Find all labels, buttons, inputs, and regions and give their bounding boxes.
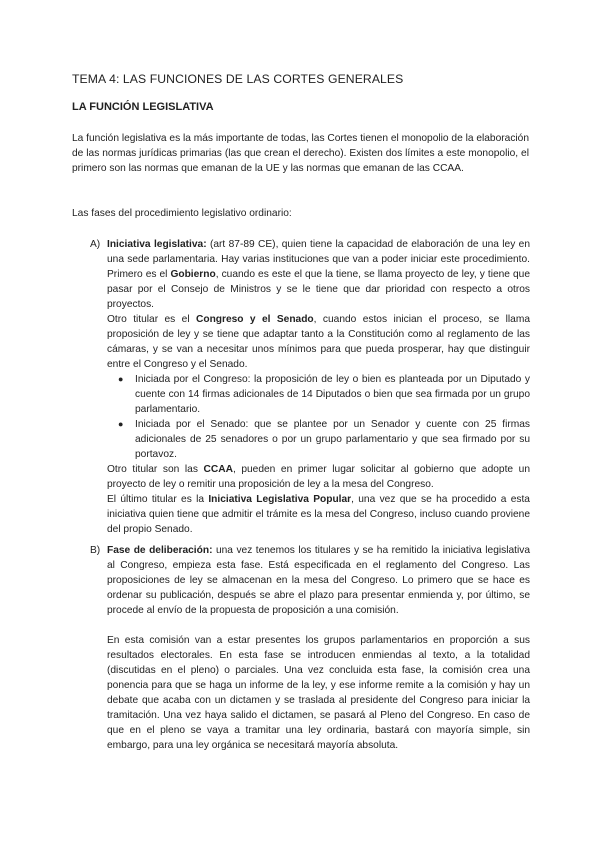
page-title: TEMA 4: LAS FUNCIONES DE LAS CORTES GENERALES [72, 72, 404, 86]
section-a-heading: Iniciativa legislativa: [107, 239, 207, 250]
gobierno-term: Gobierno [170, 269, 216, 280]
p4-start: El último titular es la [107, 494, 209, 505]
list-item [107, 417, 530, 462]
bullet-icon: ● [118, 419, 124, 429]
section-a-paragraph-2 [107, 312, 530, 372]
ilp-term: Iniciativa Legislativa Popular [208, 494, 352, 505]
section-b-text: una vez tenemos los titulares y se ha remitido la iniciativa legislativa al Congreso, empieza esta fase. Está especificada en el reglamento del Congreso. Las proposiciones de ley se almacenan en la mesa del Congreso. Lo primero que se hace es ordenar su publicación, después se abre el plazo para presentar enmienda y, por último, se procede al envío de la propuesta de proposición a una comisión. [107, 545, 530, 616]
p4-end: , una vez que se ha procedido a esta iniciativa quien tiene que admitir el trámite es la mesa del Congreso, incluso cuando proviene del propio Senado. [107, 494, 530, 535]
bullet-list [107, 372, 530, 462]
section-a-paragraph-4 [107, 492, 530, 537]
bullet-icon: ● [118, 374, 124, 384]
section-a-text: (art 87-89 CE), quien tiene la capacidad de elaboración de una ley en una sede parlamentaria. Hay varias instituciones que van a poder iniciar este procedimiento. Primero es el [107, 239, 531, 280]
section-b-content [107, 543, 530, 753]
ccaa-term: CCAA [203, 464, 233, 475]
section-a-paragraph-1 [107, 237, 530, 312]
section-a-marker: A) [90, 239, 101, 250]
section-b-heading: Fase de deliberación: [107, 545, 213, 556]
section-a-content [107, 237, 530, 537]
p2-start: Otro titular es el [107, 314, 196, 325]
bullet-text: Iniciada por el Congreso: la proposición de ley o bien es planteada por un Diputado y cuente con 14 firmas adicionales de 14 Diputados o bien que sea firmada por un grupo parlamentario. [135, 374, 530, 415]
p3-end: , pueden en primer lugar solicitar al gobierno que adopte un proyecto de ley o remitir una proposición de ley a la mesa del Congreso. [107, 464, 530, 490]
intro-paragraph: La función legislativa es la más importante de todas, las Cortes tienen el monopolio de la elaboración de las normas jurídicas primarias (las que crean el derecho). Existen dos límites a este monopolio, el primero son las normas que emanan de la UE y las normas que emanan de las CCAA. [72, 133, 530, 174]
p3-start: Otro titular son las [107, 464, 204, 475]
section-b-paragraph-2: En esta comisión van a estar presentes los grupos parlamentarios en proporción a sus resultados electorales. En esta fase se introducen enmiendas al texto, a la totalidad (discutidas en el pleno) o parciales. Una vez concluida esta fase, la comisión crea una ponencia para que se haga un informe de la ley, y ese informe remite a la comisión y hay un debate que acaba con un dictamen y se traslada al presidente del Congreso para iniciar la tramitación. Una vez haya salido el dictamen, se pasará al Pleno del Congreso. En caso de que en el pleno se vaya a tramitar una ley ordinaria, bastará con mayoría simple, sin embargo, para una ley orgánica se necesitará mayoría absoluta. [107, 635, 530, 751]
section-b-paragraph-1 [107, 543, 530, 618]
bullet-text: Iniciada por el Senado: que se plantee por un Senador y cuente con 25 firmas adicionales de 25 senadores o por un grupo parlamentario y que sea firmado por su portavoz. [135, 419, 530, 460]
phases-intro: Las fases del procedimiento legislativo ordinario: [72, 208, 292, 219]
section-b [90, 543, 530, 753]
section-b-marker: B) [90, 545, 101, 556]
section-a [90, 237, 530, 537]
list-item [107, 372, 530, 417]
p2-end: , cuando estos inician el proceso, se llama proposición de ley y se tiene que adaptar tanto a la Constitución como al reglamento de las cámaras, y se van a necesitar unos mínimos para que pueda prosperar, hay que distinguir entre el Congreso y el Senado. [107, 314, 530, 370]
congreso-senado-term: Congreso y el Senado [195, 314, 314, 325]
section-heading: LA FUNCIÓN LEGISLATIVA [72, 101, 214, 113]
section-a-text-end: , cuando es este el que la tiene, se llama proyecto de ley, y tiene que pasar por el Consejo de Ministros y se le tiene que dar prioridad con respecto a otros proyectos. [107, 269, 530, 310]
section-a-paragraph-3 [107, 462, 530, 492]
